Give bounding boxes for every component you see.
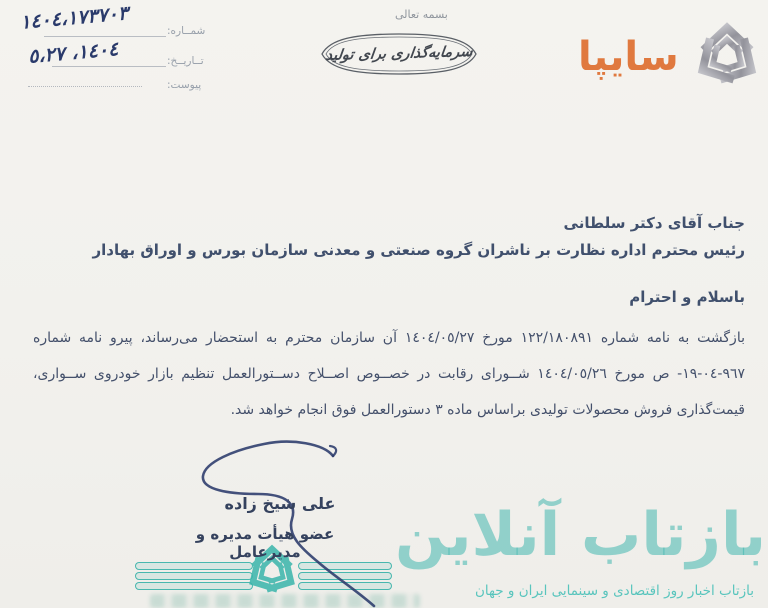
footer-bar [135,562,253,570]
signatory-title: عضو هیأت مدیره و مدیرعامل [195,525,335,561]
bismillah-text: بسمه تعالی [395,8,448,21]
body-line-3: قیمت‌گذاری فروش محصولات تولیدی براساس ماده ٣ دستورالعمل فوق انجام خواهد شد. [230,402,745,418]
footer-bar [298,582,392,590]
ref-number-handwritten: ١٤٠٤،١٧٣٧٠٣ [19,2,129,34]
ref-attachment-line [28,86,142,87]
ref-number-line [44,36,166,37]
ref-attachment-label: پیوست: [167,79,202,91]
watermark-tagline: بازتاب اخبار روز اقتصادی و سینمایی ایران و جهان [475,583,754,599]
ref-number-label: شمــاره: [167,25,206,37]
recipient-title: رئیس محترم اداره نظارت بر ناشران گروه صنعتی و معدنی سازمان بورس و اوراق بهادار [92,241,745,259]
ref-date-line [52,66,166,67]
brand-wordmark: سایپا [578,34,679,80]
footer-bar [135,572,253,580]
footer-bar [298,572,392,580]
recipient-block [35,210,745,264]
news-site-watermark: بازتاب آنلاین [394,500,766,570]
footer-bar [135,582,253,590]
recipient-name: جناب آقای دکتر سلطانی [563,214,745,232]
reference-block [0,0,230,120]
slogan-cartouche [318,30,480,78]
saipa-emblem-icon [690,16,764,96]
ref-date-label: تــاریــخ: [167,55,204,67]
body-line-2: ٩٦٧-٠٤-١٩- ص مورخ ١٤٠٤/٠٥/٢٦ شــورای رقابت در خصــوص اصــلاح دســتورالعمل تنظیم بازار خودروی ســواری، [33,366,745,382]
slogan-text: سرمایه‌گذاری برای تولید [324,44,474,64]
body-line-1: بازگشت به نامه شماره ١٢٢/١٨٠٨٩١ مورخ ١٤٠٤/٠٥/٢٧ آن سازمان محترم به استحضار می‌رساند، پیرو نامه شماره [33,330,745,346]
signatory-name: علی شیخ زاده [224,494,336,513]
salutation-text: باسلام و احترام [629,288,745,306]
ref-date-handwritten: ١٤٠٤، ٥،٢٧ [27,38,120,68]
letter-body [33,320,745,428]
